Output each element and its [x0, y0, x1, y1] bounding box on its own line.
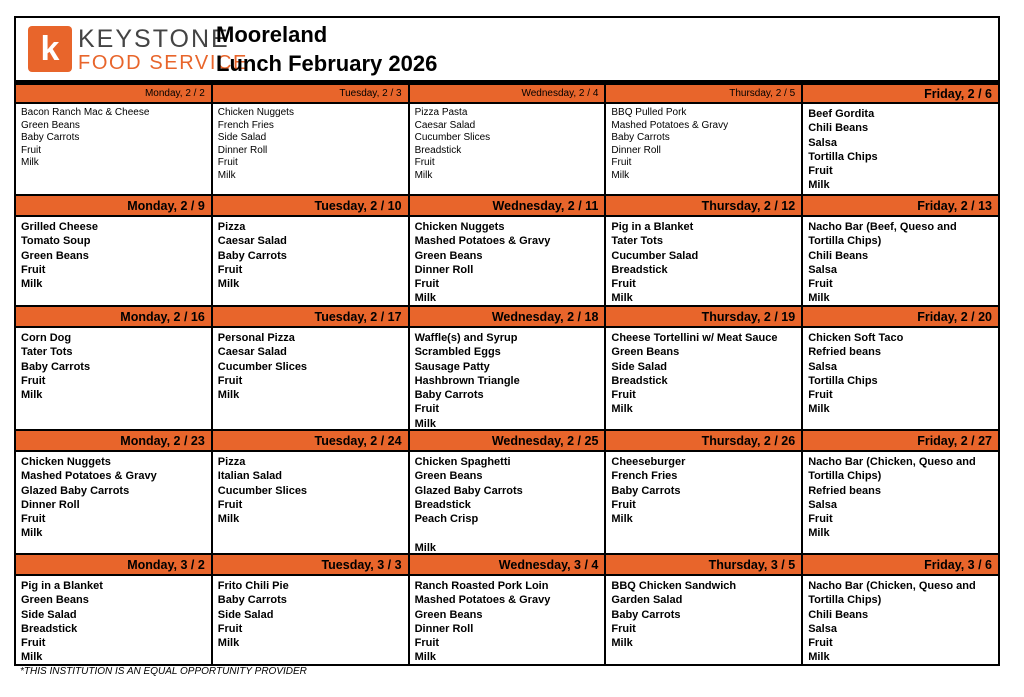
day-cell [213, 555, 410, 665]
menu-item: Baby Carrots [414, 389, 484, 402]
menu-item: Nacho Bar (Chicken, Queso and [808, 456, 976, 468]
menu-item: Milk [21, 527, 43, 540]
menu-items [606, 576, 801, 650]
keystone-logo [28, 26, 72, 72]
menu-item: Milk [611, 637, 633, 650]
menu-item: Milk [611, 513, 633, 526]
menu-item: Green Beans [414, 608, 483, 621]
menu-item: Pig in a Blanket [611, 221, 694, 233]
menu-item: Scrambled Eggs [414, 346, 501, 359]
day-cell [803, 307, 1000, 431]
menu-items [16, 576, 211, 665]
day-date: Tuesday, 2 / 10 [213, 196, 408, 217]
day-date: Friday, 2 / 27 [803, 431, 998, 452]
menu-item: Caesar Salad [217, 346, 287, 359]
day-cell [803, 85, 1000, 194]
menu-item: Breadstick [414, 144, 462, 156]
menu-item: Beef Gordita [808, 108, 875, 120]
day-date: Wednesday, 3 / 4 [410, 555, 605, 576]
menu-item: Milk [808, 651, 830, 664]
menu-item: Dinner Roll [414, 263, 474, 276]
menu-item: Salsa [808, 263, 837, 276]
menu-items [213, 217, 408, 291]
menu-item: Green Beans [414, 470, 483, 483]
menu-item: Pig in a Blanket [21, 580, 103, 592]
day-date: Thursday, 2 / 5 [606, 85, 801, 104]
menu-item: Fruit [808, 513, 833, 526]
menu-item: Dinner Roll [414, 622, 474, 635]
menu-item: Cucumber Salad [611, 249, 699, 262]
menu-item: Tortilla Chips) [808, 594, 882, 607]
menu-items [606, 217, 801, 306]
menu-item: Tortilla Chips) [808, 470, 882, 483]
day-date: Monday, 3 / 2 [16, 555, 211, 576]
menu-item [415, 526, 600, 540]
menu-items [410, 104, 605, 183]
menu-item: Milk [611, 403, 633, 416]
menu-item: Fruit [808, 637, 833, 650]
menu-item: Breadstick [21, 622, 78, 635]
menu-items [803, 217, 998, 306]
day-cell [606, 85, 803, 194]
day-cell [213, 85, 410, 194]
menu-item: Fruit [217, 374, 243, 387]
day-cell [410, 307, 607, 431]
menu-item: Cucumber Slices [217, 360, 308, 373]
menu-item: Chicken Nuggets [414, 221, 505, 233]
day-date: Monday, 2 / 16 [16, 307, 211, 328]
menu-item: Fruit [808, 389, 833, 402]
menu-item: Fruit [414, 403, 440, 416]
menu-item: Side Salad [611, 360, 668, 373]
menu-item: Side Salad [21, 608, 77, 621]
day-cell [606, 431, 803, 555]
menu-item: Chili Beans [808, 249, 869, 262]
menu-item: Green Beans [21, 249, 89, 262]
menu-title: Lunch February 2026 [216, 51, 438, 76]
menu-item: Frito Chili Pie [217, 580, 289, 592]
menu-item: Refried beans [808, 346, 881, 359]
day-date: Tuesday, 2 / 17 [213, 307, 408, 328]
day-cell [803, 196, 1000, 306]
day-cell [410, 431, 607, 555]
day-cell [606, 196, 803, 306]
logo-text-keystone: KEYSTONE [78, 25, 230, 53]
day-date: Wednesday, 2 / 25 [410, 431, 605, 452]
menu-header [14, 16, 1000, 80]
menu-item: Milk [414, 169, 433, 181]
menu-item: Tater Tots [611, 235, 663, 248]
day-date: Friday, 2 / 20 [803, 307, 998, 328]
week-row [14, 307, 1000, 431]
menu-item: Baby Carrots [611, 484, 681, 497]
menu-items [803, 576, 998, 665]
menu-item: Fruit [21, 637, 46, 650]
menu-item: Tortilla Chips [808, 150, 878, 163]
week-row [14, 555, 1000, 666]
logo-mark: k [40, 30, 60, 68]
menu-item: Glazed Baby Carrots [21, 484, 130, 497]
menu-item: Peach Crisp [414, 513, 479, 526]
menu-items [213, 104, 408, 183]
menu-item: Side Salad [217, 608, 274, 621]
menu-item: Fruit [21, 513, 46, 526]
menu-item: Tater Tots [21, 346, 73, 359]
menu-item: Fruit [611, 389, 636, 402]
day-cell [16, 85, 213, 194]
menu-item: Green Beans [21, 594, 89, 607]
menu-item: Milk [21, 278, 43, 291]
day-date: Tuesday, 2 / 24 [213, 431, 408, 452]
menu-item: Mashed Potatoes & Gravy [414, 235, 551, 248]
menu-items [16, 328, 211, 402]
menu-item: Waffle(s) and Syrup [414, 332, 518, 344]
menu-item: Ranch Roasted Pork Loin [414, 580, 549, 592]
menu-item: Green Beans [611, 346, 680, 359]
menu-item: Milk [611, 292, 633, 305]
menu-items [606, 452, 801, 526]
menu-item: Fruit [611, 157, 632, 169]
day-date: Thursday, 2 / 12 [606, 196, 801, 217]
menu-item: Dinner Roll [217, 144, 268, 156]
menu-item: Milk [414, 541, 436, 554]
week-row [14, 85, 1000, 196]
day-date: Monday, 2 / 2 [16, 85, 211, 104]
menu-items [16, 452, 211, 541]
day-cell [410, 196, 607, 306]
menu-item: Glazed Baby Carrots [414, 484, 523, 497]
menu-item: Baby Carrots [21, 360, 91, 373]
menu-item: Cheese Tortellini w/ Meat Sauce [611, 332, 778, 344]
day-cell [803, 431, 1000, 555]
menu-item: Milk [21, 389, 43, 402]
day-cell [606, 555, 803, 665]
menu-items [606, 104, 801, 183]
menu-item: Breadstick [611, 263, 668, 276]
day-cell [16, 431, 213, 555]
menu-item: Breadstick [414, 498, 471, 511]
menu-item: Breadstick [611, 374, 668, 387]
menu-item: Grilled Cheese [21, 221, 99, 233]
menu-items [803, 104, 998, 193]
menu-item: Refried beans [808, 484, 881, 497]
menu-item: Chili Beans [808, 122, 869, 135]
day-cell [213, 431, 410, 555]
day-date: Tuesday, 3 / 3 [213, 555, 408, 576]
menu-item: Salsa [808, 360, 837, 373]
menu-item: Green Beans [21, 119, 80, 131]
menu-item: Fruit [808, 165, 833, 178]
menu-item: Milk [808, 527, 830, 540]
menu-item: Milk [217, 169, 236, 181]
day-date: Monday, 2 / 9 [16, 196, 211, 217]
menu-item: Fruit [217, 498, 243, 511]
menu-item: Cucumber Slices [217, 484, 308, 497]
menu-item: Chili Beans [808, 608, 869, 621]
menu-item: Salsa [808, 136, 837, 149]
menu-item: Fruit [217, 263, 243, 276]
menu-item: Caesar Salad [414, 119, 476, 131]
menu-item: Baby Carrots [217, 249, 287, 262]
menu-item: Dinner Roll [611, 144, 661, 156]
menu-item: Milk [808, 403, 830, 416]
menu-item: Milk [611, 169, 630, 181]
menu-item: Fruit [414, 637, 440, 650]
day-cell [16, 307, 213, 431]
day-cell [410, 85, 607, 194]
school-name: Mooreland [216, 22, 328, 47]
week-row [14, 431, 1000, 555]
day-date: Thursday, 2 / 19 [606, 307, 801, 328]
menu-item: Baby Carrots [217, 594, 287, 607]
menu-item: Cucumber Slices [414, 132, 491, 144]
menu-item: Mashed Potatoes & Gravy [611, 119, 729, 131]
menu-item: Fruit [808, 278, 833, 291]
menu-item: Milk [414, 417, 436, 430]
menu-item: Corn Dog [21, 332, 72, 344]
menu-item: Pizza Pasta [414, 107, 468, 118]
day-date: Wednesday, 2 / 11 [410, 196, 605, 217]
menu-items [410, 217, 605, 306]
menu-item: Italian Salad [217, 470, 282, 483]
menu-item: Tortilla Chips) [808, 235, 882, 248]
menu-items [213, 328, 408, 402]
day-cell [410, 555, 607, 665]
menu-item: Personal Pizza [217, 332, 295, 344]
menu-item: Fruit [611, 278, 636, 291]
menu-item: Fruit [21, 263, 46, 276]
menu-item: French Fries [611, 470, 678, 483]
menu-item: Baby Carrots [611, 132, 670, 144]
menu-item: Fruit [21, 144, 41, 156]
day-cell [213, 196, 410, 306]
day-date: Friday, 2 / 13 [803, 196, 998, 217]
menu-item: Mashed Potatoes & Gravy [21, 470, 157, 483]
menu-items [410, 576, 605, 665]
menu-item: Milk [217, 278, 240, 291]
logo-text-food-service: FOOD SERVICE [78, 52, 248, 74]
menu-items [16, 217, 211, 291]
day-date: Thursday, 2 / 26 [606, 431, 801, 452]
day-cell [606, 307, 803, 431]
day-cell [803, 555, 1000, 665]
day-date: Friday, 2 / 6 [803, 85, 998, 104]
menu-item: Nacho Bar (Chicken, Queso and [808, 580, 976, 592]
equal-opportunity-note: *THIS INSTITUTION IS AN EQUAL OPPORTUNITY PROVIDER [20, 666, 307, 677]
menu-item: Side Salad [217, 132, 267, 144]
menu-item: Garden Salad [611, 594, 683, 607]
menu-item: Cheeseburger [611, 456, 686, 468]
day-date: Tuesday, 2 / 3 [213, 85, 408, 104]
menu-items [803, 452, 998, 541]
menu-item: Milk [414, 651, 436, 664]
menu-item: Caesar Salad [217, 235, 287, 248]
menu-item: Salsa [808, 498, 837, 511]
menu-item: Fruit [414, 278, 440, 291]
menu-calendar [14, 80, 1000, 666]
menu-items [16, 104, 211, 170]
menu-item: Fruit [414, 157, 435, 169]
menu-item: Tomato Soup [21, 235, 91, 248]
menu-item: Milk [808, 292, 830, 305]
menu-items [803, 328, 998, 417]
menu-item: Milk [217, 389, 240, 402]
menu-item: Fruit [21, 374, 46, 387]
menu-item: Baby Carrots [21, 132, 80, 144]
menu-item: Chicken Nuggets [217, 107, 294, 118]
menu-item: Tortilla Chips [808, 374, 878, 387]
menu-item: Chicken Nuggets [21, 456, 111, 468]
menu-item: Milk [217, 637, 240, 650]
menu-item: Green Beans [414, 249, 483, 262]
menu-item: Milk [217, 513, 240, 526]
menu-item: Milk [21, 157, 39, 169]
menu-item: Nacho Bar (Beef, Queso and [808, 221, 957, 233]
menu-item: Bacon Ranch Mac & Cheese [21, 107, 150, 118]
menu-item: Fruit [611, 622, 636, 635]
menu-items [606, 328, 801, 417]
day-date: Wednesday, 2 / 4 [410, 85, 605, 104]
day-date: Monday, 2 / 23 [16, 431, 211, 452]
week-row [14, 196, 1000, 307]
menu-item: Baby Carrots [611, 608, 681, 621]
day-cell [16, 196, 213, 306]
menu-item: Pizza [217, 456, 246, 468]
menu-item: Fruit [217, 622, 243, 635]
day-date: Thursday, 3 / 5 [606, 555, 801, 576]
menu-items [410, 328, 605, 431]
menu-items [410, 452, 605, 555]
menu-item: Chicken Spaghetti [414, 456, 511, 468]
menu-item: French Fries [217, 119, 274, 131]
menu-item: Milk [808, 179, 830, 192]
day-date: Wednesday, 2 / 18 [410, 307, 605, 328]
menu-item: Milk [414, 292, 436, 305]
menu-item: Hashbrown Triangle [414, 374, 520, 387]
menu-item: Mashed Potatoes & Gravy [414, 594, 551, 607]
day-date: Friday, 3 / 6 [803, 555, 998, 576]
menu-item: Sausage Patty [414, 360, 490, 373]
menu-item: BBQ Pulled Pork [611, 107, 687, 118]
day-cell [16, 555, 213, 665]
menu-item: Fruit [217, 157, 238, 169]
menu-items [213, 576, 408, 650]
menu-item: Salsa [808, 622, 837, 635]
menu-item: Fruit [611, 498, 636, 511]
menu-item: Dinner Roll [21, 498, 80, 511]
menu-item: Chicken Soft Taco [808, 332, 904, 344]
menu-item: BBQ Chicken Sandwich [611, 580, 737, 592]
menu-item: Pizza [217, 221, 246, 233]
menu-items [213, 452, 408, 526]
day-cell [213, 307, 410, 431]
menu-item: Milk [21, 651, 43, 664]
